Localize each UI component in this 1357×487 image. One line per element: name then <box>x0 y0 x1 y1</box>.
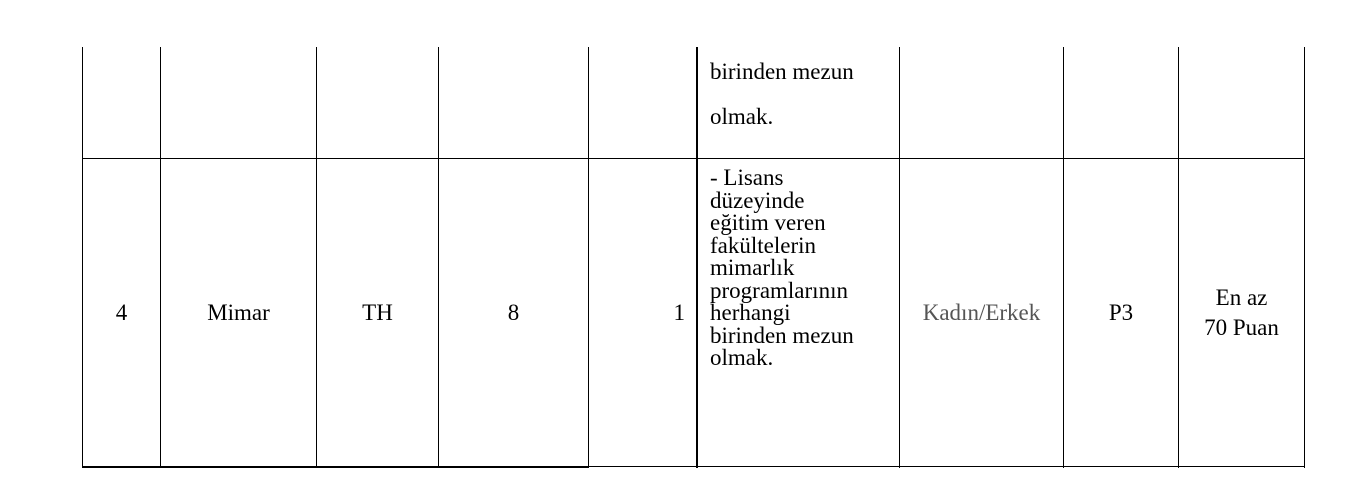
requirement-line: herhangi <box>710 300 791 325</box>
cell-kpss-score-type: P3 <box>1108 300 1134 325</box>
requirement-line: eğitim veren <box>710 210 826 235</box>
requirement-line: birinden mezun <box>710 322 854 348</box>
requirement-line: - Lisans <box>710 165 784 190</box>
requirement-line: mimarlık <box>710 255 795 280</box>
column-divider-thick <box>696 47 698 468</box>
table-bottom-border <box>589 466 1305 467</box>
requirement-line: birinden mezun <box>710 59 854 84</box>
continued-requirement-text <box>710 49 854 139</box>
requirement-line: programlarının <box>710 277 848 303</box>
cell-sequence-number: 4 <box>115 300 128 325</box>
cell-requirements <box>710 167 854 370</box>
cell-class: TH <box>362 300 393 325</box>
cell-gender: Kadın/Erkek <box>922 300 1041 325</box>
column-divider <box>1304 47 1305 468</box>
table-bottom-border <box>82 466 588 468</box>
cell-minimum-score: En az 70 Puan <box>1204 284 1279 340</box>
requirement-line: olmak. <box>710 345 774 370</box>
requirement-line: düzeyinde <box>710 187 805 213</box>
requirement-line: olmak. <box>710 104 774 129</box>
cell-position-title: Mimar <box>207 300 270 325</box>
cell-grade: 8 <box>507 300 520 325</box>
requirement-line: fakültelerin <box>710 232 817 258</box>
cell-position-count: 1 <box>673 300 685 325</box>
